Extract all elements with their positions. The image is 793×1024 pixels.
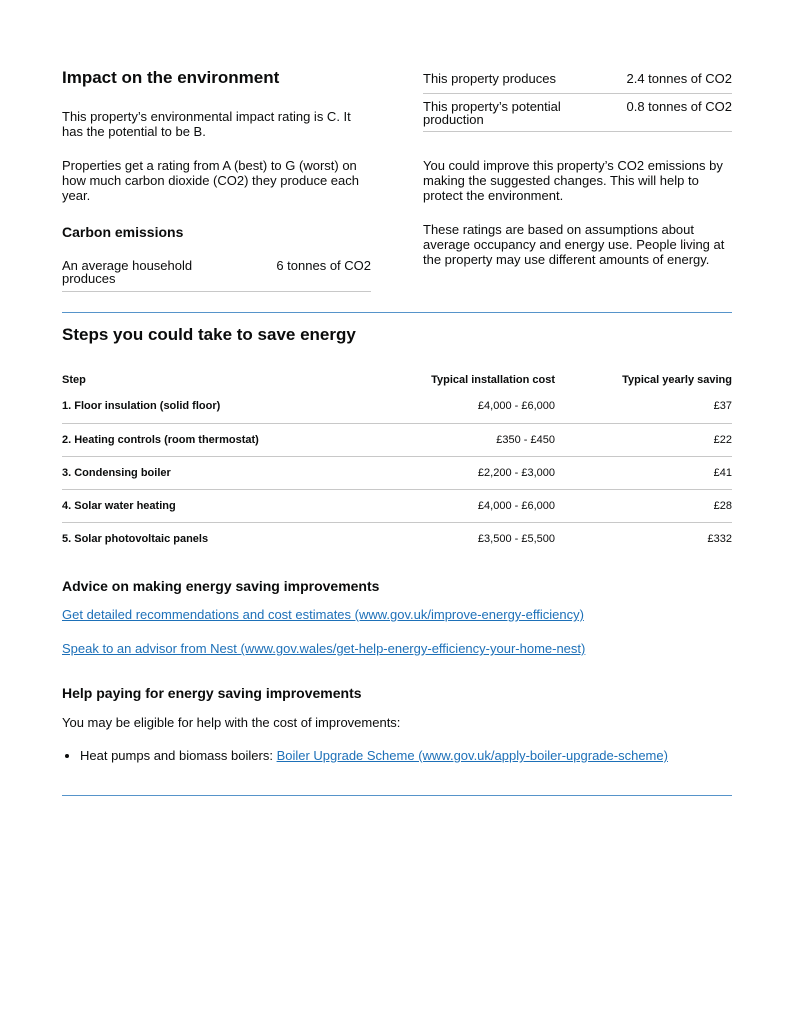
household-label: An average household produces: [62, 258, 193, 286]
step-name: 2. Heating controls (room thermostat): [62, 423, 392, 456]
help-intro: You may be eligible for help with the cost of improvements:: [62, 715, 401, 730]
step-cost: £350 - £450: [392, 423, 555, 456]
step-cost: £4,000 - £6,000: [477, 400, 555, 413]
step-saving: £37: [713, 400, 732, 413]
environment-right-column: [423, 72, 732, 267]
section-divider: [62, 312, 732, 313]
steps-table: [62, 372, 732, 555]
step-saving: £28: [555, 489, 732, 522]
assumptions-text: These ratings are based on assumptions about average occupancy and energy use. People living at the property may use different amounts of energy.: [423, 222, 725, 267]
nest-advisor-link[interactable]: Speak to an advisor from Nest (www.gov.wales/get-help-energy-efficiency-your-home-nest): [62, 641, 586, 656]
potential-production-row: [423, 94, 732, 132]
step-saving: £22: [555, 423, 732, 456]
environment-rating-text: This property’s environmental impact rating is C. It has the potential to be B.: [62, 109, 351, 139]
steps-header-row: [62, 372, 732, 390]
produces-value: 2.4 tonnes of CO2: [626, 71, 732, 86]
step-cost: £4,000 - £6,000: [392, 489, 555, 522]
potential-label: This property’s potential production: [423, 99, 561, 127]
step-saving: £41: [555, 456, 732, 489]
cost-header: Typical installation cost: [431, 374, 555, 386]
step-cost: £2,200 - £3,000: [392, 456, 555, 489]
table-row: [62, 456, 732, 489]
improve-energy-efficiency-link[interactable]: Get detailed recommendations and cost estimates (www.gov.uk/improve-energy-efficiency): [62, 607, 584, 622]
environment-left-column: [62, 68, 371, 292]
epc-page: [62, 0, 732, 1024]
step-name: 5. Solar photovoltaic panels: [62, 522, 392, 555]
household-value: 6 tonnes of CO2: [276, 258, 371, 273]
step-name: 1. Floor insulation (solid floor): [62, 400, 221, 413]
carbon-emissions-title: Carbon emissions: [62, 224, 184, 240]
table-row: [62, 390, 732, 423]
step-saving: £332: [555, 522, 732, 555]
step-name: 4. Solar water heating: [62, 489, 392, 522]
step-header: Step: [62, 374, 86, 386]
table-row: [62, 522, 732, 555]
produces-label: This property produces: [423, 71, 556, 86]
help-list: [80, 748, 668, 764]
boiler-upgrade-scheme-link[interactable]: Boiler Upgrade Scheme (www.gov.uk/apply-boiler-upgrade-scheme): [276, 748, 668, 763]
step-name: 3. Condensing boiler: [62, 456, 392, 489]
steps-title: Steps you could take to save energy: [62, 325, 356, 344]
bottom-divider: [62, 795, 732, 796]
household-emissions-row: [62, 259, 371, 292]
help-paying-title: Help paying for energy saving improvements: [62, 685, 362, 701]
step-cost: £3,500 - £5,500: [392, 522, 555, 555]
rating-explainer: Properties get a rating from A (best) to G (worst) on how much carbon dioxide (CO2) they produce each year.: [62, 158, 359, 203]
potential-value: 0.8 tonnes of CO2: [626, 99, 732, 114]
list-item: [80, 748, 668, 764]
property-produces-row: [423, 72, 732, 94]
environment-title: Impact on the environment: [62, 68, 280, 87]
table-row: [62, 423, 732, 456]
improve-text: You could improve this property’s CO2 emissions by making the suggested changes. This will help to protect the environment.: [423, 158, 723, 203]
table-row: [62, 489, 732, 522]
help-item-prefix: Heat pumps and biomass boilers:: [80, 748, 273, 763]
advice-title: Advice on making energy saving improvements: [62, 578, 380, 594]
saving-header: Typical yearly saving: [622, 374, 732, 386]
